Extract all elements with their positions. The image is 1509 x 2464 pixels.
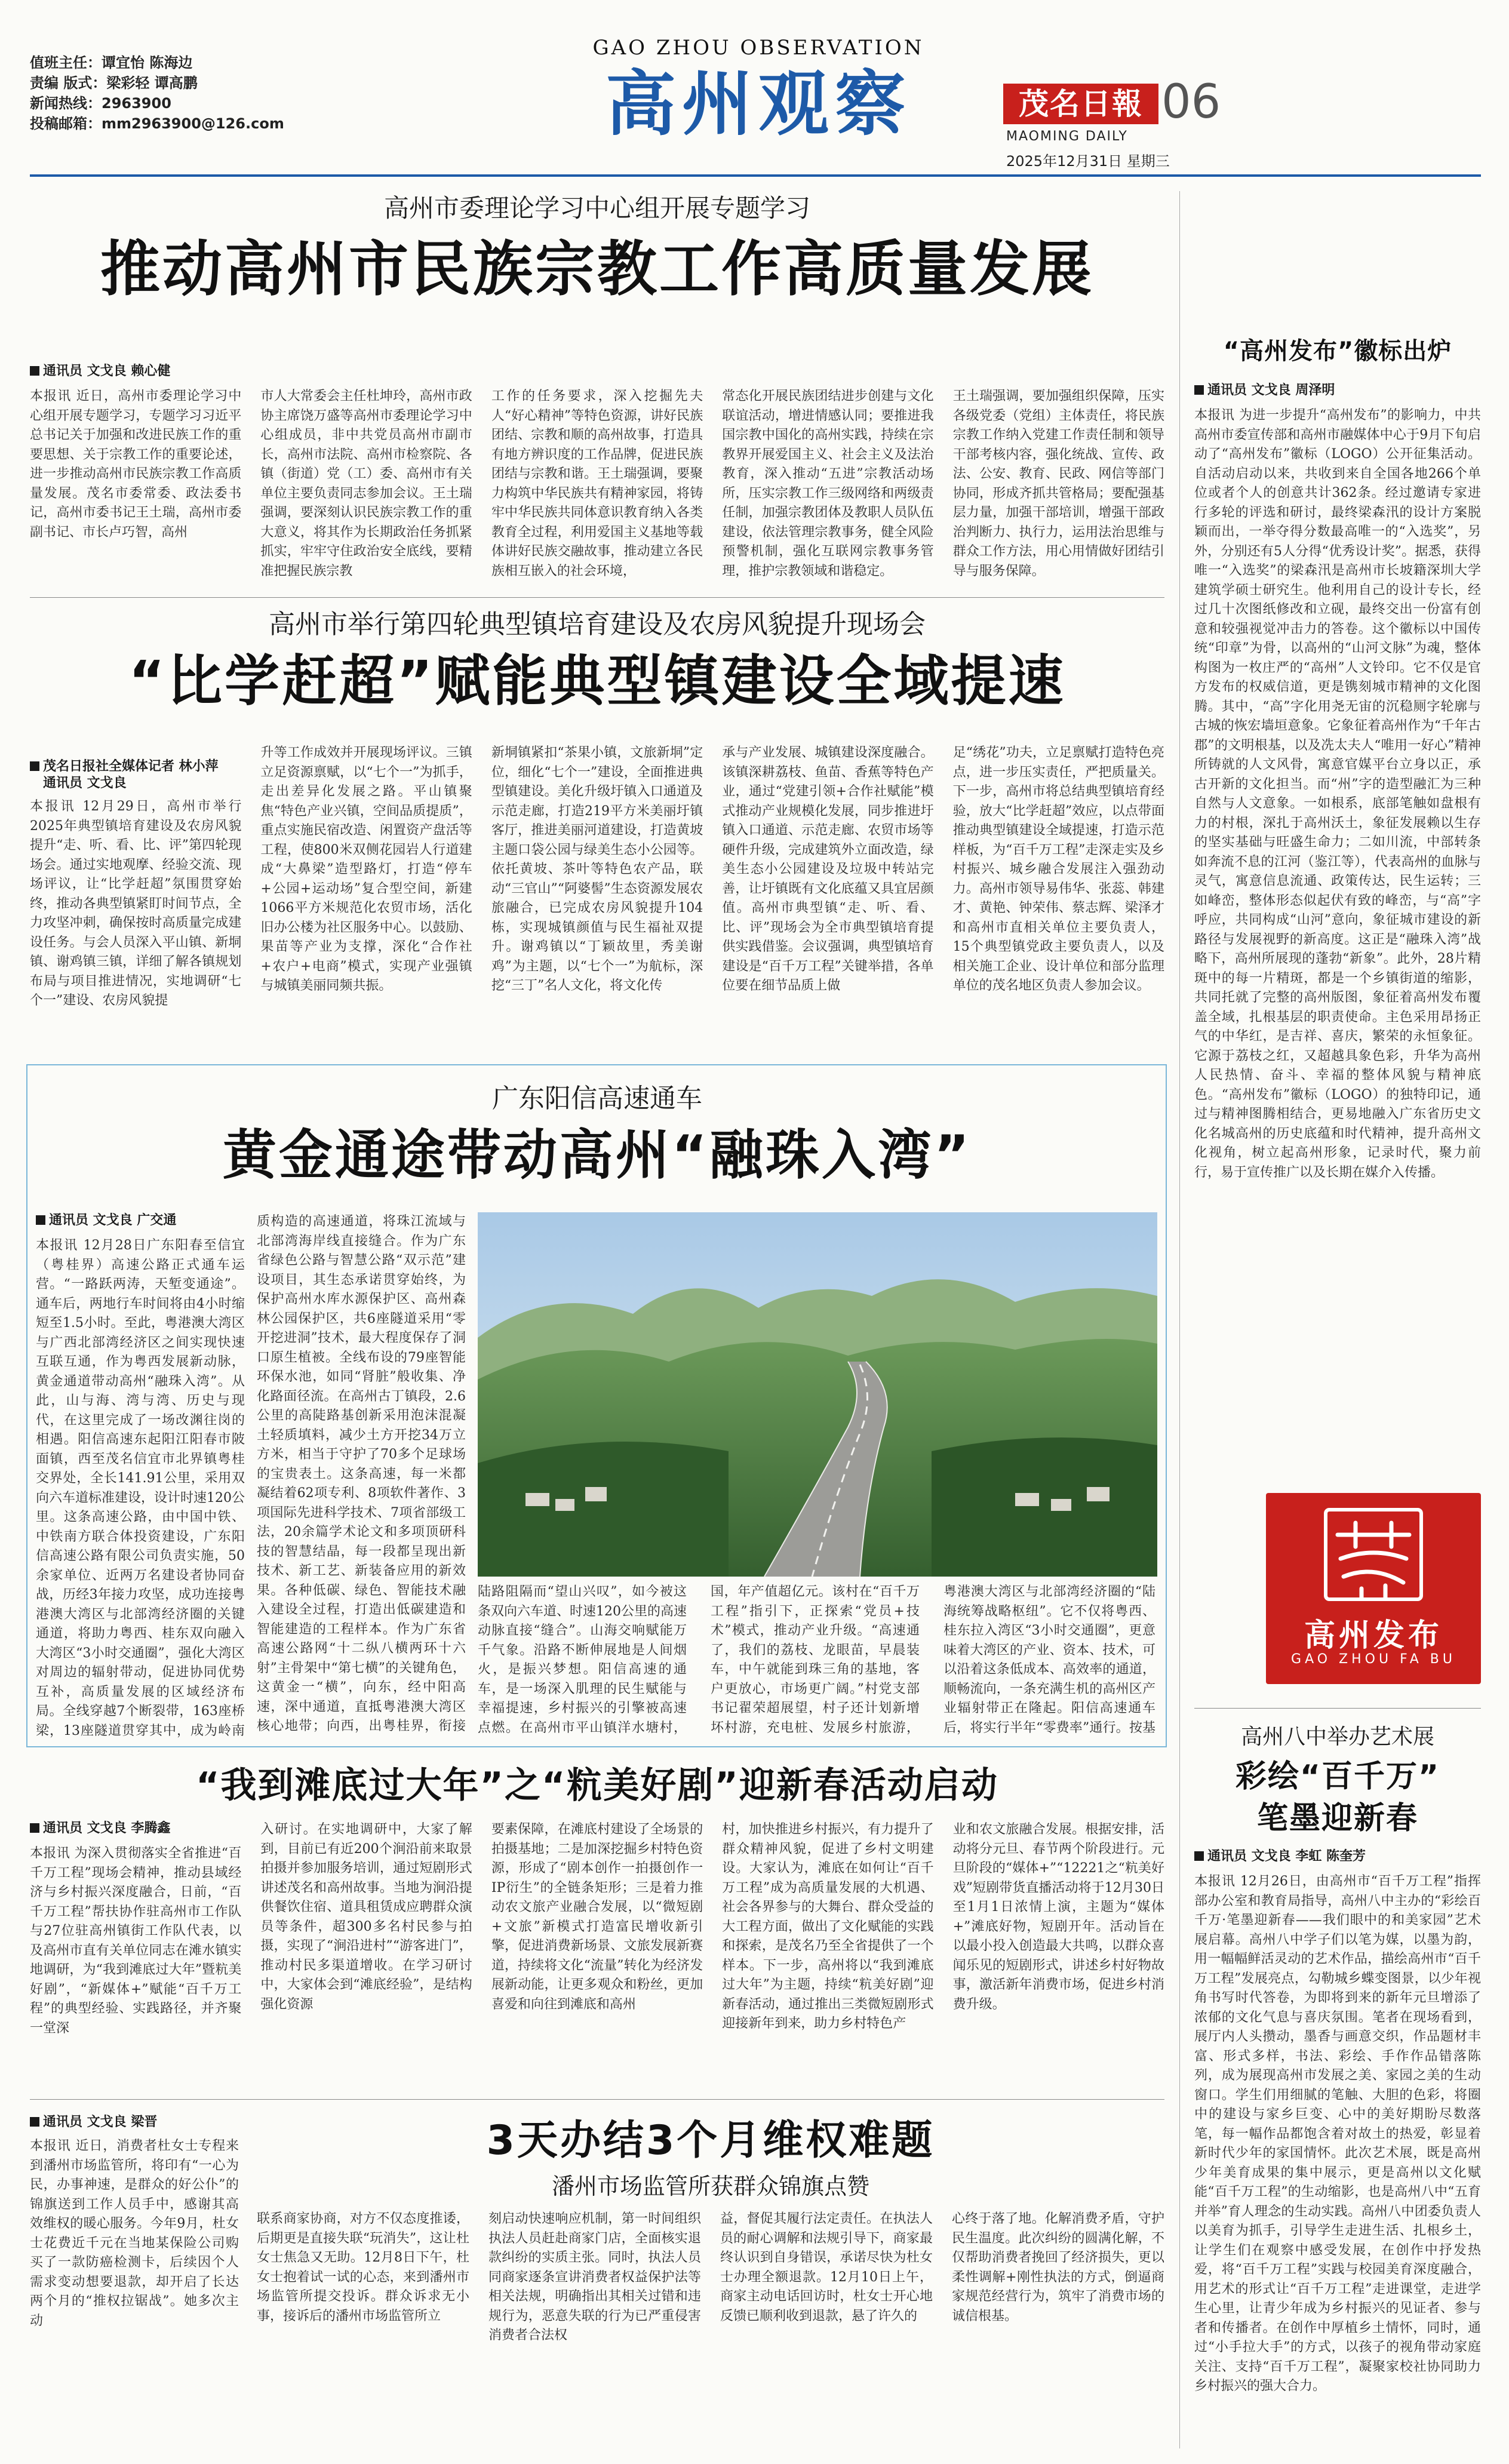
editor-on-duty: 值班主任：谭宜怡 陈海边	[30, 54, 193, 71]
article5-col-2: 联系商家协商，对方不仅态度推诿，后期更是直接失联“玩消失”，这让杜女士焦急又无助。12月8日下午，杜女士抱着试一试的心态，来到潘州市场监管所提交投诉。群众诉求无小事，接诉后的潘州市场监管所立	[257, 2211, 469, 2324]
masthead-info	[30, 53, 364, 134]
highway-photo	[478, 1212, 1157, 1577]
paper-english: MAOMING DAILY	[1006, 129, 1128, 144]
sidebar2-headline-line2: 笔墨迎新春	[1256, 1801, 1418, 1836]
article1-col-3: 工作的任务要求，深入挖掘先夫人“好心精神”等特色资源，讲好民族团结、宗教和顺的高州故事，打造具有地方辨识度的工作品牌，促进民族团结与宗教和谐。王土瑞强调，要聚力构筑中华民族共有精神家园，将铸牢中华民族共同体意识教育纳入各类教育全过程，利用爱国主义基地等载体讲好民族交融故事，推动建立各民族相互嵌入的社会环境，	[491, 389, 703, 579]
article3-col-3: 陆路阻隔而“望山兴叹”，如今被这条双向六车道、时速120公里的高速动脉直接“缝合”。山海交响赋能万千气象。沿路不断伸展地是人间烟火，是振兴梦想。阳信高速的通车，是一场深入肌理的民生赋能与幸福提速，乡村振兴的引擎被高速点燃。在高州市平山镇洋水塘村，	[478, 1584, 687, 1735]
editors: 责编 版式：梁彩轻 谭高鹏	[30, 75, 198, 91]
sidebar2-kicker: 高州八中举办艺术展	[1240, 1725, 1434, 1749]
byline-text: 通讯员 文戈良 李虹 陈奎芳	[1207, 1849, 1366, 1864]
divider	[30, 2099, 1164, 2100]
byline-text: 通讯员 文戈良 梁晋	[43, 2115, 158, 2130]
article1-col-1: 本报讯 近日，高州市委理论学习中心组开展专题学习，专题学习习近平总书记关于加强和改进民族工作的重要思想、关于宗教工作的重要论述，进一步推动高州市民族宗教工作高质量发展。茂名市委常委、政法委书记，高州市委书记王土瑞，高州市委副书记、市长卢巧智，高州	[30, 389, 242, 540]
seal-icon	[1266, 1493, 1481, 1612]
article5-col-1: 本报讯 近日，消费者杜女士专程来到潘州市场监管所，将印有“一心为民，办事神速，是群众的好公仆”的锦旗送到工作人员手中，感谢其高效维权的暖心服务。今年9月，杜女士花费近千元在当地某保险公司购买了一款防癌检测卡，后续因个人需求变动想要退款，却开启了长达两个月的“推权拉锯战”。她多次主动	[30, 2139, 239, 2328]
page-number: 06	[1161, 75, 1221, 129]
article2-col-4: 承与产业发展、城镇建设深度融合。该镇深耕荔枝、鱼苗、香蕉等特色产业，通过“党建引领+合作社赋能”模式推动产业规模化发展，同步推进圩镇入口通道、示范走廊、农贸市场等硬件升级，完成建筑外立面改造，绿美生态小公园建设及垃圾中转站完善，让圩镇既有文化底蕴又具宜居颜值。高州市典型镇“走、听、看、比、评”现场会为全市典型镇培育提供实践借鉴。会议强调，典型镇培育建设是“百千万工程”关键举措，各单位要在细节品质上做	[722, 745, 934, 993]
issue-date: 2025年12月31日 星期三	[1006, 153, 1170, 170]
article5-subheadline: 潘州市场监管所获群众锦旗点赞	[551, 2173, 869, 2199]
byline-text: 通讯员 文戈良 广交通	[49, 1213, 177, 1228]
hotline: 新闻热线：2963900	[30, 95, 171, 112]
article3-col-5: 粤港澳大湾区与北部湾经济圈的“陆海统筹战略枢纽”。它不仅将粤西、桂东拉入湾区“3小时交通圈”，更意味着大湾区的产业、资本、技术，可以沿着这条低成本、高效率的通道，顺畅流向，一条充满生机的高州区产业辐射带正在隆起。阳信高速通车后，将实行半年“零费率”通行。按基	[943, 1584, 1155, 1735]
email: 投稿邮箱：mm2963900@126.com	[30, 115, 284, 132]
article3-byline	[36, 1212, 176, 1229]
article5-col-3: 刻启动快速响应机制，第一时间组织执法人员赶赴商家门店，全面核实退款纠纷的实质主张。同时，执法人员同商家逐条宣讲消费者权益保护法等相关法规，明确指出其相关过错和违规行为，恶意失联的行为已严重侵害消费者合法权	[488, 2211, 701, 2343]
bullet-square-icon	[1194, 385, 1204, 395]
logo-pinyin: GAO ZHOU FA BU	[1291, 1652, 1456, 1667]
article4-col-2: 入研讨。在实地调研中，大家了解到，目前已有近200个涧沿前来取景拍摄并参加服务培训，通过短剧形式讲述茂名和高州故事。当地为涧沿提供餐饮住宿、道具租赁成应聘群众演员等条件，超300多名村民参与拍摄，实现了“涧沿进村”“游客进门”，推动村民多渠道增收。在学习研讨中，大家体会到“滩底经验”，是结构强化资源	[260, 1822, 472, 2012]
article4-headline: “我到滩底过大年”之“粇美好剧”迎新春活动启动	[196, 1765, 998, 1806]
article2-header	[30, 607, 1164, 720]
article3-headline: 黄金通途带动高州“融珠入湾”	[222, 1124, 972, 1187]
bullet-square-icon	[30, 761, 39, 771]
article3-col-4: 国，年产值超亿元。该村在“百千万工程”指引下，正探索“党员+技术”模式，推动产业升级。“高速通了，我们的荔枝、龙眼苗，早晨装车，中午就能到珠三角的基地，客户更放心，市场更广阔。”村党支部书记翟荣超展望，村子还计划新增坏村游，充电桩、发展乡村旅游，	[711, 1584, 920, 1735]
bullet-square-icon	[30, 1823, 39, 1833]
gaozhou-fabu-logo	[1266, 1493, 1481, 1684]
sidebar-divider	[1179, 191, 1180, 2448]
article2-col-2: 升等工作成效并开展现场评议。三镇立足资源禀赋，以“七个一”为抓手，走出差异化发展之路。平山镇聚焦“特色产业兴镇，空间品质提质”，重点实施民宿改造、闲置资产盘活等工程，使800米双侧花园岩人行道建成“大鼻梁”造型路灯，打造“停车+公园+运动场”复合型空间，新建1066平方米规范化农贸市场，活化旧办公楼为社区服务中心。以鼓励、果苗等产业为支撑，深化“合作社+农户+电商”模式，实现产业强镇与城镇美丽同频共振。	[260, 745, 472, 993]
article4-col-5: 业和农文旅融合发展。根据安排，活动将分元旦、春节两个阶段进行。元旦阶段的“媒体+”“12221之“粇美好戏”短剧带货直播活动将于12月30日至1月1日浓情上演，主题为“媒体+”滩底好物，短剧开年。活动旨在以最小投入创造最大共鸣，以群众喜闻乐见的短剧形式，讲述乡村好物故事，激活新年消费市场，促进乡村消费升级。	[952, 1822, 1165, 2012]
article1-kicker: 高州市委理论学习中心组开展专题学习	[383, 193, 810, 223]
article4-byline	[30, 1820, 170, 1837]
article1-col-5: 王土瑞强调，要加强组织保障，压实各级党委（党组）主体责任，将民族宗教工作纳入党建工作责任制和领导干部考核内容，强化统战、宣传、政法、公安、教育、民政、网信等部门协同，形成齐抓共管格局；要配强基层力量，加强干部培训，增强干部政治判断力、执行力，运用法治思维与群众工作方法，用心用情做好团结引导与服务保障。	[952, 389, 1165, 579]
article4-col-4: 村，加快推进乡村振兴，有力提升了群众精神风貌，促进了乡村文明建设。大家认为，滩底在如何让“百千万工程”成为高质量发展的大机遇、社会各界参与的大舞台、群众受益的大工程方面，做出了文化赋能的实践和探索，是茂名乃至全省提供了一个样本。下一步，高州将以“我到滩底过大年”为主题，持续“粇美好剧”迎新春活动，通过推出三类微短剧形式迎接新年到来，助力乡村特色产	[722, 1822, 934, 2031]
article2-col-1: 本报讯 12月29日，高州市举行2025年典型镇培育建设及农房风貌提升“走、听、看、比、评”第四轮现场会。通过实地观摩、经验交流、现场评议，让“比学赶超”氛围贯穿始终，推动各典型镇紧盯时间节点，全力攻坚冲刺，确保按时高质量完成建设任务。与会人员深入平山镇、新垌镇、谢鸡镇三镇，详细了解各镇规划布局与项目推进情况，实地调研“七个一”建设、农房风貌提	[30, 799, 242, 1008]
bullet-square-icon	[30, 366, 39, 376]
article3-col-2: 质构造的高速通道，将珠江流域与北部湾海岸线直接缝合。作为广东省绿色公路与智慧公路“双示范”建设项目，其生态承诺贯穿始终，为保护高州水库水源保护区、高州森林公园保护区，共6座隧道采用“零开挖进洞”技术，最大程度保存了洞口原生植被。全线布设的79座智能环保水池，如同“肾脏”般收集、净化路面径流。在高州古丁镇段，2.6公里的高陡路基创新采用泡沫混凝土轻质填料，减少土方开挖34万立方米，相当于守护了70多个足球场的宝贵表土。这条高速，每一米都凝结着62项专利、8项软件著作、3项国际先进科学技术、7项省部级工法，20余篇学术论文和多项顶研科技的智慧结晶，每一段都呈现出新技术、新工艺、新装备应用的新效果。各种低碳、绿色、智能技术融入建设全过程，打造出低碳建造和智能建造的工程样本。作为广东省高速公路网“十二纵八横两环十六射”主骨架中“第七横”的关键角色，这黄金一“横”，向东，经中阳高速，深中通道，直抵粤港澳大湾区核心地带；向西，出粤桂界，衔接	[257, 1214, 466, 1734]
paper-logo: 茂名日報	[1003, 84, 1158, 124]
byline-text: 通讯员 文戈良 赖心健	[43, 364, 171, 379]
article4-col-3: 要素保障，在滩底村建设了全场景的拍摄基地；二是加深挖掘乡村特色资源，形成了“剧本创作一拍摄创作一IP衍生”的全链条矩形；三是着力推动农文旅产业融合发展，以“微短剧+文旅”新模式打造富民增收新引擎，促进消费新场景、文旅发展新赛道，持续将文化“流量”转化为经济发展新动能，让更多观众和粉丝，更加喜爱和向往到滩底和高州	[491, 1822, 703, 2012]
sidebar1-byline	[1194, 382, 1335, 399]
article1-body	[30, 387, 1164, 590]
article2-headline: “比学赶超”赋能典型镇建设全域提速	[128, 649, 1066, 713]
highway-photo-svg	[478, 1212, 1157, 1577]
article2-kicker: 高州市举行第四轮典型镇培育建设及农房风貌提升现场会	[269, 609, 926, 640]
pinyin-title: GAO ZHOU OBSERVATION	[592, 36, 924, 60]
article5-col-5: 心终于落了地。化解消费矛盾，守护民生温度。此次纠纷的圆满化解，不仅帮助消费者挽回了经济损失，更以柔性调解+刚性执法的方式，倒逼商家规范经营行为，筑牢了消费市场的诚信根基。	[952, 2211, 1164, 2324]
logo-text: 高州发布	[1304, 1618, 1443, 1654]
article1-col-4: 常态化开展民族团结进步创建与文化联谊活动，增进情感认同；要推进我国宗教中国化的高州实践，持续在宗教界开展爱国主义、社会主义及法治教育，深入推动“五进”宗教活动场所，压实宗教工作三级网络和两级责任制，加强宗教团体及教职人员队伍建设，依法管理宗教事务，健全风险预警机制，强化互联网宗教事务管理，推护宗教领域和谐稳定。	[722, 389, 934, 579]
article2-col-5: 足“绣花”功夫，立足禀赋打造特色亮点，进一步压实责任，严把质量关。下一步，高州市将总结典型镇培育经验，放大“比学赶超”效应，以点带面推动典型镇建设全域提速，打造示范样板，为“百千万工程”走深走实及乡村振兴、城乡融合发展注入强劲动力。高州市领导易伟华、张蕊、韩建才、黄艳、钟荣伟、蔡志辉、梁泽才和高州市直相关单位主要负责人，15个典型镇党政主要负责人，以及相关施工企业、设计单位和部分监理单位的茂名地区负责人参加会议。	[952, 745, 1165, 993]
article1-header	[30, 189, 1164, 314]
article5-byline	[30, 2114, 157, 2131]
article3-header	[30, 1081, 1164, 1194]
bullet-square-icon	[36, 1215, 45, 1225]
article5-col-4: 益，督促其履行法定责任。在执法人员的耐心调解和法规引导下，商家最终认识到自身错误，承诺尽快为杜女士办理全额退款。12月10日上午，商家主动电话回访时，杜女士开心地反馈已顺利收到退款，悬了许久的	[720, 2211, 933, 2324]
sidebar2-byline	[1194, 1848, 1366, 1865]
divider	[30, 597, 1164, 598]
sidebar2-text: 本报讯 12月26日，由高州市“百千万工程”指挥部办公室和教育局指导，高州八中主办的“彩绘百千万·笔墨迎新春——我们眼中的和美家园”艺术展启幕。高州八中学子们以笔为媒，以墨为韵，用一幅幅鲜活灵动的艺术作品，描绘高州市“百千万工程”发展亮点，勾勒城乡蝶变图景，以少年视角书写时代答卷，为即将到来的新年元旦增添了浓郁的文化气息与喜庆氛围。笔者在现场看到，展厅内人头攒动，墨香与画意交织，作品题材丰富、形式多样，书法、彩绘、手作作品错落陈列，成为展现高州市发展之美、家园之美的生动窗口。学生们用细腻的笔触、大胆的色彩，将圈中的建设与家乡巨变、心中的美好期盼尽数落笔，每一幅作品都饱含着对故土的热爱，彰显着新时代少年的家国情怀。此次艺术展，既是高州少年美育成果的集中展示，更是高州以文化赋能“百千万工程”的生动缩影，也是高州八中“五育并举”育人理念的生动实践。高州八中团委负责人以美育为抓手，引导学生走进生活、扎根乡土，让学生们在观察中感受发展，在创作中抒发热爱，将“百千万工程”实践与校园美育深度融合，用艺术的形式让“百千万工程”走进课堂，走进学生心里，让青少年成为乡村振兴的见证者、参与者和传播者。在创作中厚植乡土情怀，同时，通过“小手拉大手”的方式，以孩子的视角带动家庭关注、支持“百千万工程”，凝聚家校社协同助力乡村振兴的强大合力。	[1194, 1874, 1481, 2394]
article4-col-1: 本报讯 为深入贯彻落实全省推进“百千万工程”现场会精神，推动县域经济与乡村振兴深度融合，日前，“百千万工程”帮扶协作驻高州市工作队与27位驻高州镇街工作队代表，以及高州市直有关单位同志在滩水镇实地调研，为“我到滩底过大年”暨粇美好剧”，“新媒体+”赋能“百千万工程”的典型经验、实践路径，并齐聚一堂深	[30, 1846, 242, 2036]
bullet-square-icon	[1194, 1851, 1204, 1861]
article5-body	[257, 2210, 1164, 2448]
article1-byline	[30, 363, 170, 380]
article1-headline: 推动高州市民族宗教工作高质量发展	[100, 234, 1094, 304]
article3-col-1: 本报讯 12月28日广东阳春至信宜（粤桂界）高速公路正式通车运营。“一路跃两涛，天堑变通途”。通车后，两地行车时间将由4小时缩短至1.5小时。至此，粤港澳大湾区与广西北部湾经济区之间实现快速互联互通，作为粤西发展新动脉，黄金通道带动高州“融珠入湾”。从此，山与海、湾与湾、历史与现代，在这里完成了一场改渊往岗的相遇。阳信高速东起阳江阳春市陂面镇，西至茂名信宜市北界镇粤桂交界处，全长141.91公里，采用双向六车道标准建设，设计时速120公里。这条高速公路，由中国中铁、中铁南方联合体投资建设，广东阳信高速公路有限公司负责实施，50余家单位、近两万名建设者协同奋战，历经3年接力攻坚，成功连接粤港澳大湾区与北部湾经济圈的关键通道，将助力粤西、桂东双向融入大湾区“3小时交通圈”，强化大湾区对周边的辐射带动，促进协同优势互补，高质量发展的区域经济布局。全线穿越7个断裂带，163座桥梁，13座隧道贯穿其中，成为岭南	[36, 1238, 245, 1738]
masthead-rule	[30, 174, 1481, 177]
article1-col-2: 市人大常委会主任杜坤玲，高州市政协主席饶万盛等高州市委理论学习中心组成员，非中共党员高州市副市长，高州市法院、高州市检察院、各镇（街道）党（工）委、高州市有关单位主要负责同志参加会议。王土瑞强调，要深刻认识民族宗教工作的重大意义，将其作为长期政治任务抓紧抓实，牢牢守住政治安全底线，要精准把握民族宗教	[260, 389, 472, 579]
byline-text: 通讯员 文戈良 李腾鑫	[43, 1821, 171, 1836]
sidebar1-text: 本报讯 为进一步提升“高州发布”的影响力，中共高州市委宣传部和高州市融媒体中心于9月下旬启动了“高州发布”徽标（LOGO）公开征集活动。自活动启动以来，共收到来自全国各地266个单位或者个人的创意共计362条。经过邀请专家进行多轮的评选和研讨，最终梁森汛的设计方案脱颖而出，一举夺得分数最高唯一的“入选奖”，另外，分别还有5人分得“优秀设计奖”。据悉，获得唯一“入选奖”的梁森汛是高州市长坡籍深圳大学建筑学硕士研究生。他利用自己的设计专长，经过几十次图纸修改和立砚，最终交出一份富有创意和较强视觉冲击力的答卷。这个徽标以中国传统“印章”为骨，以高州的“山河文脉”为魂，整体构图为一枚庄严的“高州”人文铃印。它不仅是官方发布的权威信道，更是镌刻城市精神的文化图腾。其中，“高”字化用尧无宙的沉稳厕字轮廓与古城的恢宏墙垣意象。它象征着高州作为“千年古郡”的文明根基，以及冼太夫人“唯用一好心”精神所铸就的人文风骨，寓意官媒平台立身以正，承古开新的文化担当。而“州”字的造型融汇为三种自然与人文意象。一如根系，底部笔触如盘根有力的村根，深扎于高州沃土，象征发展赖以生存的坚实基础与旺盛生命力；二如川流，中部转条如奔流不息的江河（鉴江等），代表高州的血脉与灵气，寓意信息流通、政策传达，民生运转；三如峰峦，整体形态似起伏有致的峰峦，与“高”字呼应，共同构成“山河”意向，象征城市建设的新路径与发展视野的新高度。这正是“融珠入湾”战略下，高州所展现的蓬勃“新象”。此外，28片精斑中的每一片精斑，都是一个乡镇街道的缩影，共同托就了完整的高州版图，象征着高州发布覆盖全域，扎根基层的职责使命。主色采用昂扬正气的中华红，是吉祥、喜庆，繁荣的永恒象征。它源于荔枝之红，又超越具象色彩，升华为高州人民热情、奋斗、幸福的整体风貌与精神底色。“高州发布”徽标（LOGO）的独特印记，通过与精神图腾相结合，更易地融入广东省历史文化名城高州的历史底蕴和时代精神，提升高州文化视角，树立起高州形象，记录时代，聚力前行，易于宣传推广以及长期在媒介入传播。	[1194, 408, 1481, 1180]
divider	[1194, 1708, 1481, 1709]
article5-headline: 3天办结3个月维权难题	[486, 2117, 935, 2164]
page-title: 高州观察	[605, 63, 911, 145]
byline-text-2: 通讯员 文戈良	[43, 776, 127, 791]
byline-text: 茂名日报社全媒体记者 林小萍	[43, 759, 219, 774]
bullet-square-icon	[30, 2117, 39, 2127]
article2-byline	[30, 758, 219, 792]
article3-kicker: 广东阳信高速通车	[492, 1083, 702, 1114]
article2-col-3: 新垌镇紧扣“茶果小镇，文旅新垌”定位，细化“七个一”建设，全面推进典型镇建设。美化升级圩镇入口通道及示范走廊，打造219平方米美丽圩镇客厅，推进美丽河道建设，打造黄坡主题口袋公园与绿美生态小公园等。依托黄坡、茶叶等特色农产品，联动“三官山”“阿婆髻”生态资源发展农旅融合，已完成农房风貌提升104栋，实现城镇颜值与民生福祉双提升。谢鸡镇以“丁颖故里，秀美谢鸡”为主题，以“七个一”为航标，深挖“三丁”名人文化，将文化传	[491, 745, 703, 993]
byline-text: 通讯员 文戈良 周泽明	[1207, 383, 1335, 398]
sidebar2-headline-line1: 彩绘“百千万”	[1235, 1759, 1440, 1795]
sidebar1-headline: “高州发布”徽标出炉	[1223, 337, 1452, 365]
